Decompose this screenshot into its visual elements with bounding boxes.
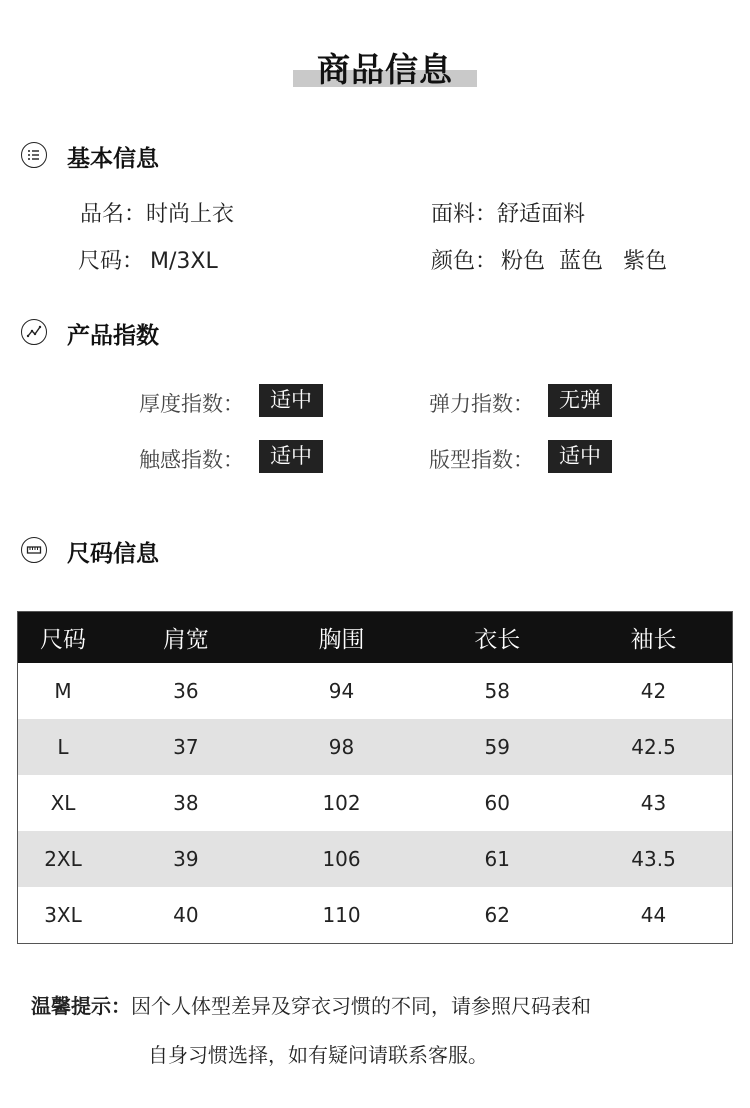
fit-badge: 适中: [548, 440, 612, 473]
table-cell: L: [18, 719, 109, 775]
table-cell: 37: [108, 719, 264, 775]
table-cell: 36: [173, 679, 199, 703]
table-cell: 42.5: [575, 719, 732, 775]
tip-label: 温馨提示：: [31, 994, 131, 1018]
table-cell: 3XL: [44, 903, 82, 927]
table-cell: 40: [173, 903, 199, 927]
section-title-size: 尺码信息: [67, 541, 159, 567]
size-value: M/3XL: [150, 249, 218, 274]
table-cell: 61: [419, 831, 575, 887]
table-cell: 38: [173, 791, 199, 815]
table-cell: 39: [108, 831, 264, 887]
table-cell: 98: [264, 719, 420, 775]
trend-icon: [21, 319, 47, 345]
touch-badge: 适中: [259, 440, 323, 473]
table-cell: 60: [484, 791, 510, 815]
table-cell: 106: [264, 831, 420, 887]
table-cell: 58: [484, 679, 510, 703]
list-icon: [21, 142, 47, 168]
table-row: [18, 887, 733, 944]
ruler-icon: [21, 537, 47, 563]
color-option: 粉色: [501, 249, 546, 274]
size-table: [17, 611, 733, 944]
table-row: [18, 775, 733, 831]
table-row: [18, 663, 733, 719]
fabric-label: 面料：: [431, 202, 498, 227]
size-label: 尺码：: [78, 249, 145, 274]
product-name-row: [80, 197, 234, 228]
color-option: 蓝色: [559, 249, 604, 274]
tip-line-1: [31, 990, 591, 1019]
table-cell: 2XL: [18, 831, 109, 887]
product-name-label: 品名：: [80, 202, 147, 227]
color-option: 紫色: [623, 249, 668, 274]
fabric-row: [431, 197, 585, 228]
column-header: 肩宽: [108, 612, 264, 664]
fabric-value: 舒适面料: [497, 202, 586, 227]
size-row: [78, 244, 218, 275]
table-row: [18, 831, 733, 887]
column-header: 胸围: [264, 612, 420, 664]
section-title-basic: 基本信息: [67, 146, 159, 172]
table-cell: 59: [419, 719, 575, 775]
elasticity-badge: 无弹: [548, 384, 612, 417]
table-row: [18, 719, 733, 775]
tip-line-2: 自身习惯选择，如有疑问请联系客服。: [148, 1043, 488, 1067]
touch-label: 触感指数：: [139, 448, 244, 472]
column-header: 尺码: [18, 612, 109, 664]
table-cell: 44: [640, 903, 667, 927]
table-cell: 42: [640, 679, 667, 703]
table-cell: 43.5: [575, 831, 732, 887]
table-cell: XL: [50, 791, 76, 815]
table-cell: M: [54, 679, 72, 703]
tip-text-1: 因个人体型差异及穿衣习惯的不同，请参照尺码表和: [131, 994, 591, 1018]
table-cell: 110: [322, 903, 361, 927]
color-row: [431, 244, 667, 275]
fit-label: 版型指数：: [429, 448, 534, 472]
elasticity-label: 弹力指数：: [429, 392, 534, 416]
table-header-row: [18, 612, 733, 664]
table-cell: 62: [484, 903, 510, 927]
thickness-badge: 适中: [259, 384, 323, 417]
page-title: 商品信息: [317, 50, 453, 89]
product-name-value: 时尚上衣: [146, 202, 235, 227]
table-cell: 43: [640, 791, 667, 815]
table-cell: 102: [322, 791, 361, 815]
section-title-index: 产品指数: [67, 323, 159, 349]
color-label: 颜色：: [431, 249, 498, 274]
table-cell: 94: [328, 679, 355, 703]
column-header: 袖长: [575, 612, 732, 664]
thickness-label: 厚度指数：: [139, 392, 244, 416]
column-header: 衣长: [419, 612, 575, 664]
